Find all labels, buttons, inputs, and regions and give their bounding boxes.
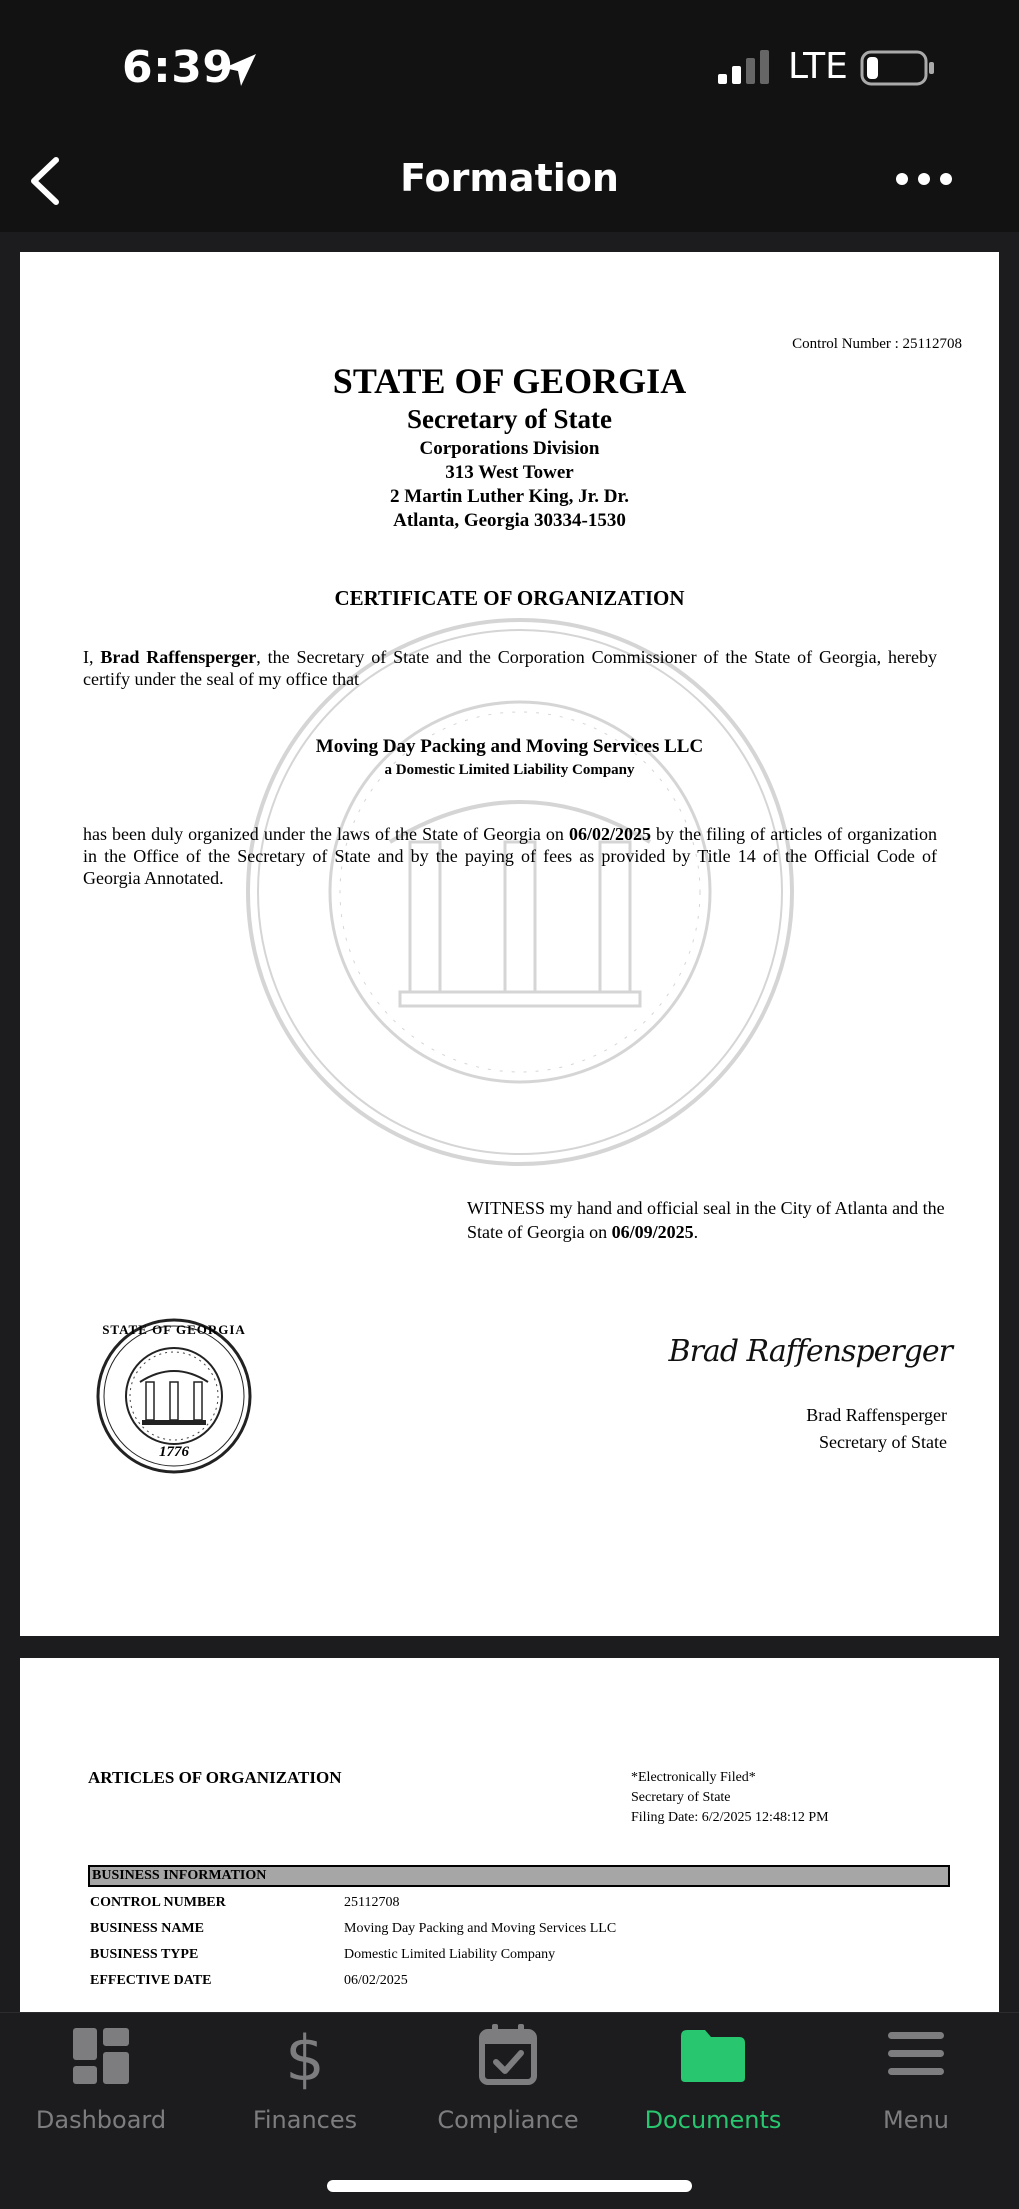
dollar-icon: [280, 2022, 330, 2090]
address-line: Atlanta, Georgia 30334-1530: [393, 510, 626, 531]
company-type: a Domestic Limited Liability Company: [384, 762, 635, 778]
organization-paragraph: has been duly organized under the laws of the State of Georgia on 06/02/2025 by the filing of articles of organization in the Office of the Secretary of State and by the paying of fees as provided by Title 14 of the Official Code of Georgia Annotated.: [83, 824, 937, 888]
filing-stamp-line: Secretary of State: [631, 1790, 731, 1805]
home-indicator: [327, 2180, 692, 2192]
tab-label: Menu: [883, 2106, 949, 2134]
signer-block: [620, 1402, 947, 1456]
witness-date: 06/09/2025: [611, 1222, 694, 1242]
network-type: LTE: [788, 46, 848, 87]
control-number: Control Number : 25112708: [792, 336, 962, 352]
svg-text:$: $: [285, 2022, 325, 2090]
state-heading: STATE OF GEORGIA: [332, 361, 687, 401]
office-heading: Secretary of State: [407, 404, 612, 434]
row-label: EFFECTIVE DATE: [90, 1973, 212, 1988]
page-title: Formation: [400, 156, 619, 200]
tab-label: Dashboard: [35, 2106, 167, 2134]
tab-finances[interactable]: [205, 2018, 405, 2138]
address-line: 313 West Tower: [445, 462, 574, 483]
certificate-heading: CERTIFICATE OF ORGANIZATION: [334, 586, 685, 610]
state-seal: [94, 1316, 254, 1476]
company-name: Moving Day Packing and Moving Services LLC: [315, 736, 704, 757]
table-row: [90, 1968, 950, 1994]
tab-label: Finances: [252, 2106, 358, 2134]
signer-name: Brad Raffensperger: [806, 1405, 947, 1425]
secretary-name: Brad Raffensperger: [100, 647, 257, 667]
signature: Brad Raffensperger: [668, 1334, 952, 1369]
filing-stamp-line: Filing Date: 6/2/2025 12:48:12 PM: [631, 1810, 829, 1825]
certificate-page: [20, 252, 999, 1636]
signal-bars-icon: [716, 50, 772, 86]
tab-documents[interactable]: [613, 2018, 813, 2138]
row-value: 06/02/2025: [344, 1973, 408, 1988]
table-row: [90, 1890, 950, 1916]
dashboard-icon: [71, 2026, 131, 2086]
address-line: Corporations Division: [419, 438, 600, 459]
articles-heading: ARTICLES OF ORGANIZATION: [88, 1768, 342, 1787]
row-value: 25112708: [344, 1895, 400, 1910]
hamburger-icon: [886, 2030, 946, 2078]
filing-stamp-line: *Electronically Filed*: [631, 1770, 756, 1785]
organization-date: 06/02/2025: [568, 824, 651, 844]
row-label: BUSINESS NAME: [90, 1921, 204, 1936]
witness-statement: WITNESS my hand and official seal in the City of Atlanta and the State of Georgia on 06/09/2025.: [467, 1198, 945, 1242]
row-label: BUSINESS TYPE: [90, 1947, 199, 1962]
tab-label: Compliance: [437, 2106, 579, 2134]
seal-year: 1776: [159, 1444, 189, 1460]
row-label: CONTROL NUMBER: [90, 1895, 226, 1910]
table-row: [90, 1916, 950, 1942]
calendar-check-icon: [478, 2022, 538, 2086]
tab-compliance[interactable]: [408, 2018, 608, 2138]
tab-menu[interactable]: [816, 2018, 1016, 2138]
filing-stamp: [631, 1768, 829, 1828]
office-address: [20, 437, 999, 533]
certification-paragraph: I, Brad Raffensperger, the Secretary of State and the Corporation Commissioner of the State of Georgia, hereby certify under the seal of my office that: [83, 647, 937, 689]
business-info-table: [90, 1890, 950, 1994]
table-row: [90, 1942, 950, 1968]
battery-icon: [860, 50, 936, 88]
seal-text: STATE OF GEORGIA: [102, 1322, 246, 1337]
more-options-icon[interactable]: [894, 170, 954, 188]
articles-page: [20, 1658, 999, 2012]
signer-title: Secretary of State: [819, 1432, 947, 1452]
tab-dashboard[interactable]: [1, 2018, 201, 2138]
watermark-seal-icon: [240, 612, 800, 1172]
location-arrow-icon: [220, 50, 260, 90]
address-line: 2 Martin Luther King, Jr. Dr.: [390, 486, 629, 507]
tab-label: Documents: [644, 2106, 782, 2134]
section-header: BUSINESS INFORMATION: [88, 1865, 950, 1887]
status-time: 6:39: [122, 42, 234, 93]
row-value: Moving Day Packing and Moving Services LLC: [344, 1921, 617, 1936]
row-value: Domestic Limited Liability Company: [344, 1947, 556, 1962]
folder-icon: [679, 2028, 747, 2084]
